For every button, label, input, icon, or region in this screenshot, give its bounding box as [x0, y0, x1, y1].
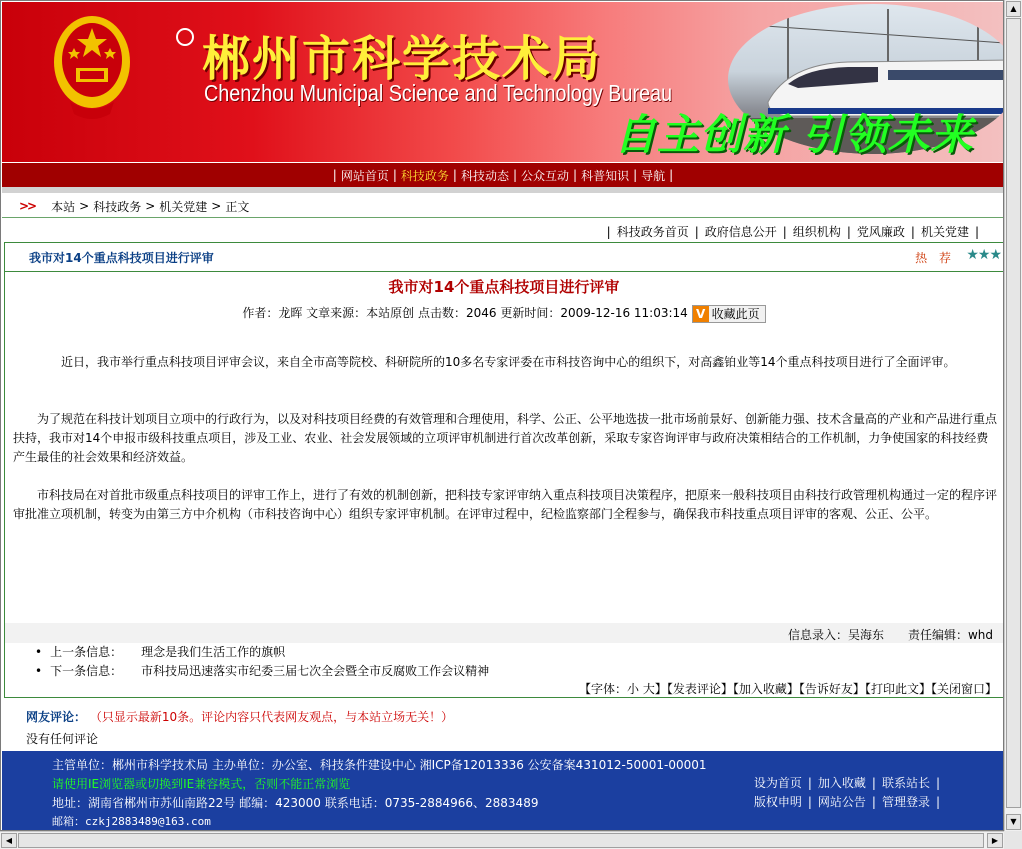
article-paragraph: 近日，我市举行重点科技项目评审会议，来自全市高等院校、科研院所的10多名专家评委在市科技咨询中心的组织下，对高鑫铂业等14个重点科技项目进行了全面评审。	[61, 355, 956, 369]
site-footer	[2, 751, 1004, 831]
scroll-left-icon[interactable]: ◀	[1, 833, 17, 848]
site-notice-link[interactable]: 网站公告	[817, 795, 866, 809]
site-banner	[2, 2, 1004, 162]
breadcrumb: >> 本站 > 科技政务 > 机关党建 > 正文	[19, 199, 250, 214]
next-label: 下一条信息：	[50, 664, 123, 678]
prev-item	[35, 643, 489, 662]
nav-sci-affairs[interactable]: 科技政务	[400, 168, 449, 183]
subnav-affairs-home[interactable]: 科技政务首页	[616, 225, 689, 239]
nav-sci-news[interactable]: 科技动态	[460, 168, 509, 183]
comments-empty: 没有任何评论	[26, 732, 99, 746]
footer-links: 设为首页 | 加入收藏 | 联系站长 | 版权申明 | 网站公告 | 管理登录 |	[753, 776, 940, 809]
article-box	[4, 242, 1004, 698]
footer-browser-notice: 请使用IE浏览器或切换到IE兼容模式，否则不能正常浏览	[52, 777, 351, 791]
bookmark-icon: V	[693, 306, 709, 322]
footer-sponsor: 主管单位：郴州市科学技术局 主办单位：办公室、科技条件建设中心 湘ICP备12013336 公安备案431012-50001-00001	[52, 758, 707, 772]
font-size-control[interactable]: 字体：小 大	[591, 682, 655, 696]
record-info: 信息录入：吴海东 责任编辑：whd	[787, 628, 993, 642]
scroll-down-icon[interactable]: ▼	[1006, 814, 1021, 830]
footer-favorite-link[interactable]: 加入收藏	[817, 776, 866, 790]
article-meta-text: 作者：龙晖 文章来源：本站原创 点击数：2046 更新时间：2009-12-16 11:03:14	[242, 306, 688, 320]
breadcrumb-sci-affairs[interactable]: 科技政务	[93, 199, 142, 214]
article-content	[13, 353, 997, 524]
admin-login-link[interactable]: 管理登录	[881, 795, 930, 809]
footer-address: 地址：湖南省郴州市苏仙南路22号 邮编：423000 联系电话：0735-2884966、2883489	[52, 796, 539, 810]
set-homepage-link[interactable]: 设为首页	[753, 776, 802, 790]
national-emblem-icon	[52, 10, 132, 130]
article-tools: 【字体：小 大】【发表评论】【加入收藏】【告诉好友】【打印此文】【关闭窗口】	[578, 682, 997, 696]
print-link[interactable]: 打印此文	[870, 682, 919, 696]
subnav-organization[interactable]: 组织机构	[792, 225, 841, 239]
next-item	[35, 662, 489, 681]
site-title: 郴州市科学技术局	[202, 31, 603, 87]
vertical-scroll-thumb[interactable]	[1006, 18, 1021, 808]
breadcrumb-home[interactable]: 本站	[51, 199, 76, 214]
bullet-icon: •	[35, 645, 43, 659]
copyright-link[interactable]: 版权申明	[753, 795, 802, 809]
site-title-english: Chenzhou Municipal Science and Technology Bureau	[204, 80, 673, 106]
next-article-link[interactable]: 市科技局迅速落实市纪委三届七次全会暨全市反腐败工作会议精神	[141, 664, 490, 678]
breadcrumb-current: 正文	[225, 199, 250, 214]
banner-slogan: 自主创新 引领未来	[614, 110, 974, 159]
subnav-gov-info[interactable]: 政府信息公开	[704, 225, 777, 239]
scroll-right-icon[interactable]: ▶	[987, 833, 1003, 848]
record-info-bar	[5, 623, 1003, 643]
box-header-title: 我市对14个重点科技项目进行评审	[29, 251, 214, 265]
bookmark-button[interactable]	[692, 305, 766, 323]
subnav-integrity[interactable]: 党风廉政	[856, 225, 905, 239]
horizontal-scroll-thumb[interactable]	[18, 833, 984, 848]
comments-header	[26, 708, 453, 725]
double-chevron-right-icon: >>	[19, 199, 36, 213]
nav-strip	[2, 187, 1004, 193]
nav-navigation[interactable]: 导航	[641, 168, 666, 183]
post-comment-link[interactable]: 发表评论	[672, 682, 721, 696]
prev-next-links	[35, 643, 489, 681]
bullet-icon: •	[35, 664, 43, 678]
comments-note: （只显示最新10条。评论内容只代表网友观点，与本站立场无关！）	[89, 710, 454, 724]
article-box-header	[5, 243, 1003, 272]
scroll-up-icon[interactable]: ▲	[1006, 1, 1021, 17]
nav-science-knowledge[interactable]: 科普知识	[581, 168, 630, 183]
star-rating-icon: ★★★	[966, 247, 1001, 263]
sub-nav: | 科技政务首页 | 政府信息公开 | 组织机构 | 党风廉政 | 机关党建 |	[606, 224, 979, 239]
comments-label: 网友评论：	[26, 710, 87, 724]
banner-circle-decoration	[176, 28, 194, 46]
subnav-party-building[interactable]: 机关党建	[920, 225, 969, 239]
close-window-link[interactable]: 关闭窗口	[936, 682, 985, 696]
article-paragraph: 为了规范在科技计划项目立项中的行政行为，以及对科技项目经费的有效管理和合理使用，科学、公正、公平地选拔一批市场前景好、创新能力强、技术含量高的产业和产品进行重点扶持，我市对14个申报市级科技重点项目，涉及工业、农业、社会发展领域的立项评审机制进行首次改革创新，采取专家咨询评审与政府决策相结合的工作机制，力争使国家的科技经费产生最佳的社会效果和经济效益。	[13, 412, 998, 464]
divider	[2, 217, 1004, 218]
article-meta	[5, 304, 1003, 323]
breadcrumb-party-building[interactable]: 机关党建	[159, 199, 208, 214]
article-paragraph: 市科技局在对首批市级重点科技项目的评审工作上，进行了有效的机制创新，把科技专家评审纳入重点科技项目决策程序，把原来一般科技项目由科技行政管理机构通过一定的程序评审批准立项机制，转变为由第三方中介机构（市科技咨询中心）组织专家评审机制。在评审过程中，纪检监察部门全程参与，确保我市科技重点项目评审的客观、公正、公平。	[13, 488, 998, 521]
horizontal-scrollbar[interactable]	[0, 831, 1004, 849]
hot-recommend-label: 热 荐	[915, 251, 955, 265]
prev-article-link[interactable]: 理念是我们生活工作的旗帜	[141, 645, 286, 659]
tell-friend-link[interactable]: 告诉好友	[804, 682, 853, 696]
nav-public-interaction[interactable]: 公众互动	[521, 168, 570, 183]
prev-label: 上一条信息：	[50, 645, 123, 659]
bookmark-label: 收藏此页	[711, 306, 760, 321]
nav-home[interactable]: 网站首页	[340, 168, 389, 183]
contact-admin-link[interactable]: 联系站长	[881, 776, 930, 790]
article-title: 我市对14个重点科技项目进行评审	[388, 278, 620, 296]
footer-email: 邮箱：czkj2883489@163.com	[52, 815, 211, 828]
vertical-scrollbar[interactable]	[1004, 0, 1022, 831]
scrollbar-corner	[1004, 831, 1022, 849]
main-nav: | 网站首页 | 科技政务 | 科技动态 | 公众互动 | 科普知识 | 导航 |	[2, 163, 1004, 187]
add-favorite-link[interactable]: 加入收藏	[738, 682, 787, 696]
